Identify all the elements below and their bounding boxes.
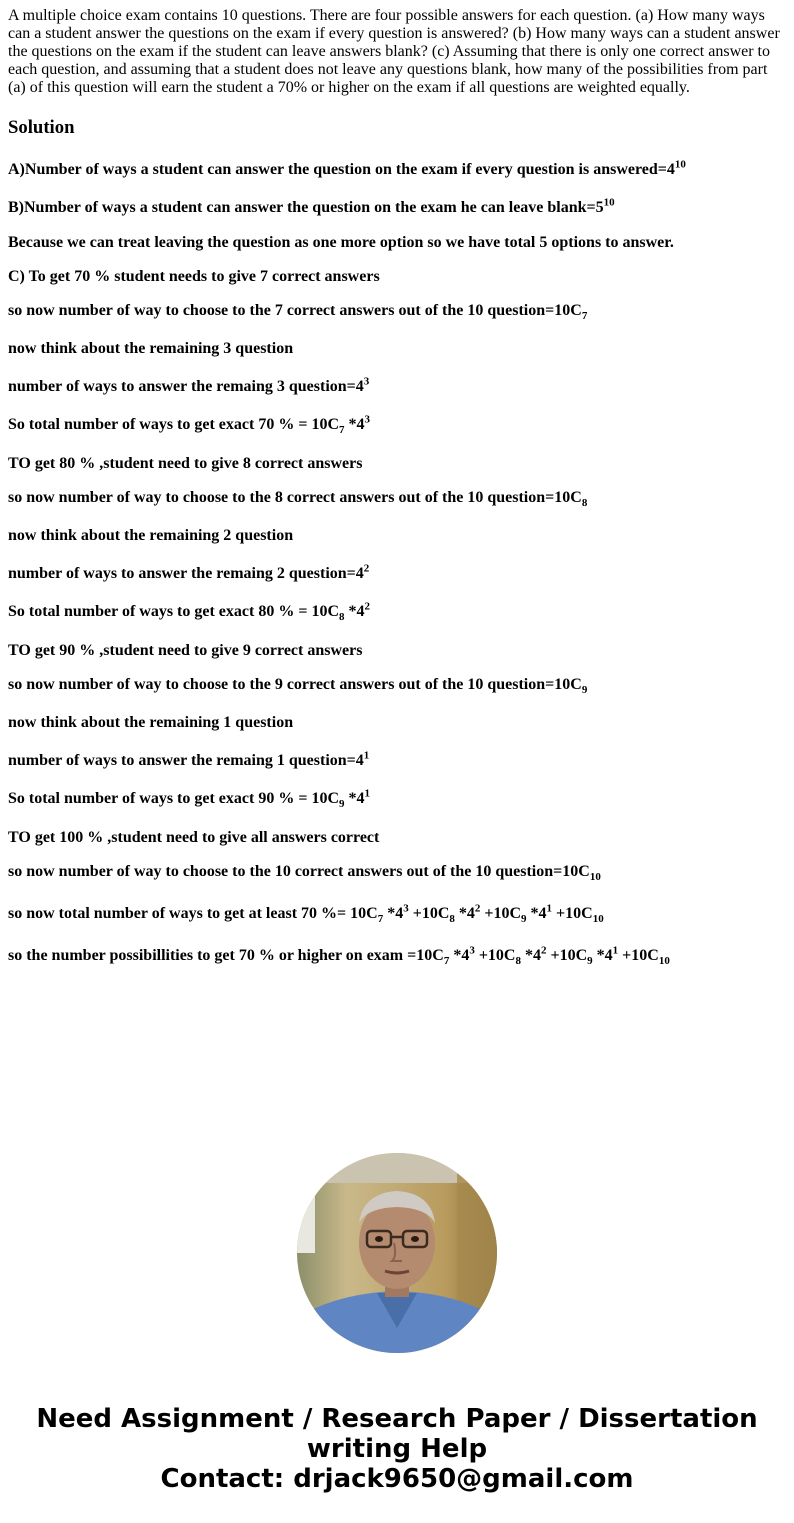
remaining-1-line: now think about the remaining 1 question xyxy=(8,714,294,731)
total-70-line: So total number of ways to get exact 70 % = $10C_7$ $*4^3$ xyxy=(8,413,371,436)
answer-c: C) To get 70 % student needs to give 7 correct answers xyxy=(8,268,380,285)
choose-8-line: so now number of way to choose to the 8 correct answers out of the 10 $question=10C_8$ xyxy=(8,489,588,509)
ways-2-line: number of ways to answer the remaing 2 $question=4^2$ xyxy=(8,562,370,582)
footer-line-2: writing Help xyxy=(306,1434,488,1464)
to-100-line: TO get 100 % ,student need to give all answers correct xyxy=(8,829,380,846)
footer-line-1: Need Assignment / Research Paper / Dissertation xyxy=(36,1404,758,1434)
remaining-2-line: now think about the remaining 2 question xyxy=(8,527,294,544)
choose-7-line: so now number of way to choose to the 7 correct answers out of the 10 $question=10C_7$ xyxy=(8,302,588,322)
choose-10-line: so now number of way to choose to the 10 correct answers out of the 10 $question=10C_{10}$ xyxy=(8,863,601,883)
to-90-line: TO get 90 % ,student need to give 9 correct answers xyxy=(8,642,363,659)
remaining-3-line: now think about the remaining 3 question xyxy=(8,340,294,357)
footer-contact[interactable]: Contact: drjack9650@gmail.com xyxy=(160,1464,634,1494)
at-least-70-line: so now total number of ways to get at least 70 %= $10C_7$ $*4^3 +10C_8$ $*4^2 +10C_9$ $*4^1 +10C_{10}$ xyxy=(8,902,604,925)
because-text: Because we can treat leaving the question as one more option so we have total 5 options to answer. xyxy=(8,234,674,251)
total-90-line: So total number of ways to get exact 90 % = $10C_9$ $*4^1$ xyxy=(8,787,371,810)
answer-a: A)Number of ways a student can answer the question on the exam if every question is $answered=4^{10}$ xyxy=(8,158,686,178)
choose-9-line: so now number of way to choose to the 9 correct answers out of the 10 $question=10C_9$ xyxy=(8,676,588,696)
total-80-line: So total number of ways to get exact 80 % = $10C_8$ $*4^2$ xyxy=(8,600,371,623)
footer-ad xyxy=(0,1404,794,1494)
question-text: A multiple choice exam contains 10 questions. There are four possible answers for each question. (a) How many ways can a student answer the questions on the exam if every question is answered? (b) How many ways can a student answer the questions on the exam if the student can leave answers blank? (c) Assuming that there is only one correct answer to each question, and assuming that a student does not leave any questions blank, how many of the possibilities from part (a) of this question will earn the student a 70% or higher on the exam if all questions are weighted equally. xyxy=(8,7,780,96)
solution-heading: Solution xyxy=(8,117,75,138)
tutor-avatar xyxy=(297,1153,497,1353)
final-answer-line: so the number possibillities to get 70 % or higher on exam $=10C_7$ $*4^3 +10C_8$ $*4^2 +10C_9$ $*4^1 +10C_{10}$ xyxy=(8,944,670,967)
answer-b: B)Number of ways a student can answer the question on the exam he can leave $blank=5^{10}$ xyxy=(8,196,615,216)
to-80-line: TO get 80 % ,student need to give 8 correct answers xyxy=(8,455,363,472)
ways-3-line: number of ways to answer the remaing 3 $question=4^3$ xyxy=(8,375,370,395)
ways-1-line: number of ways to answer the remaing 1 $question=4^1$ xyxy=(8,749,370,769)
